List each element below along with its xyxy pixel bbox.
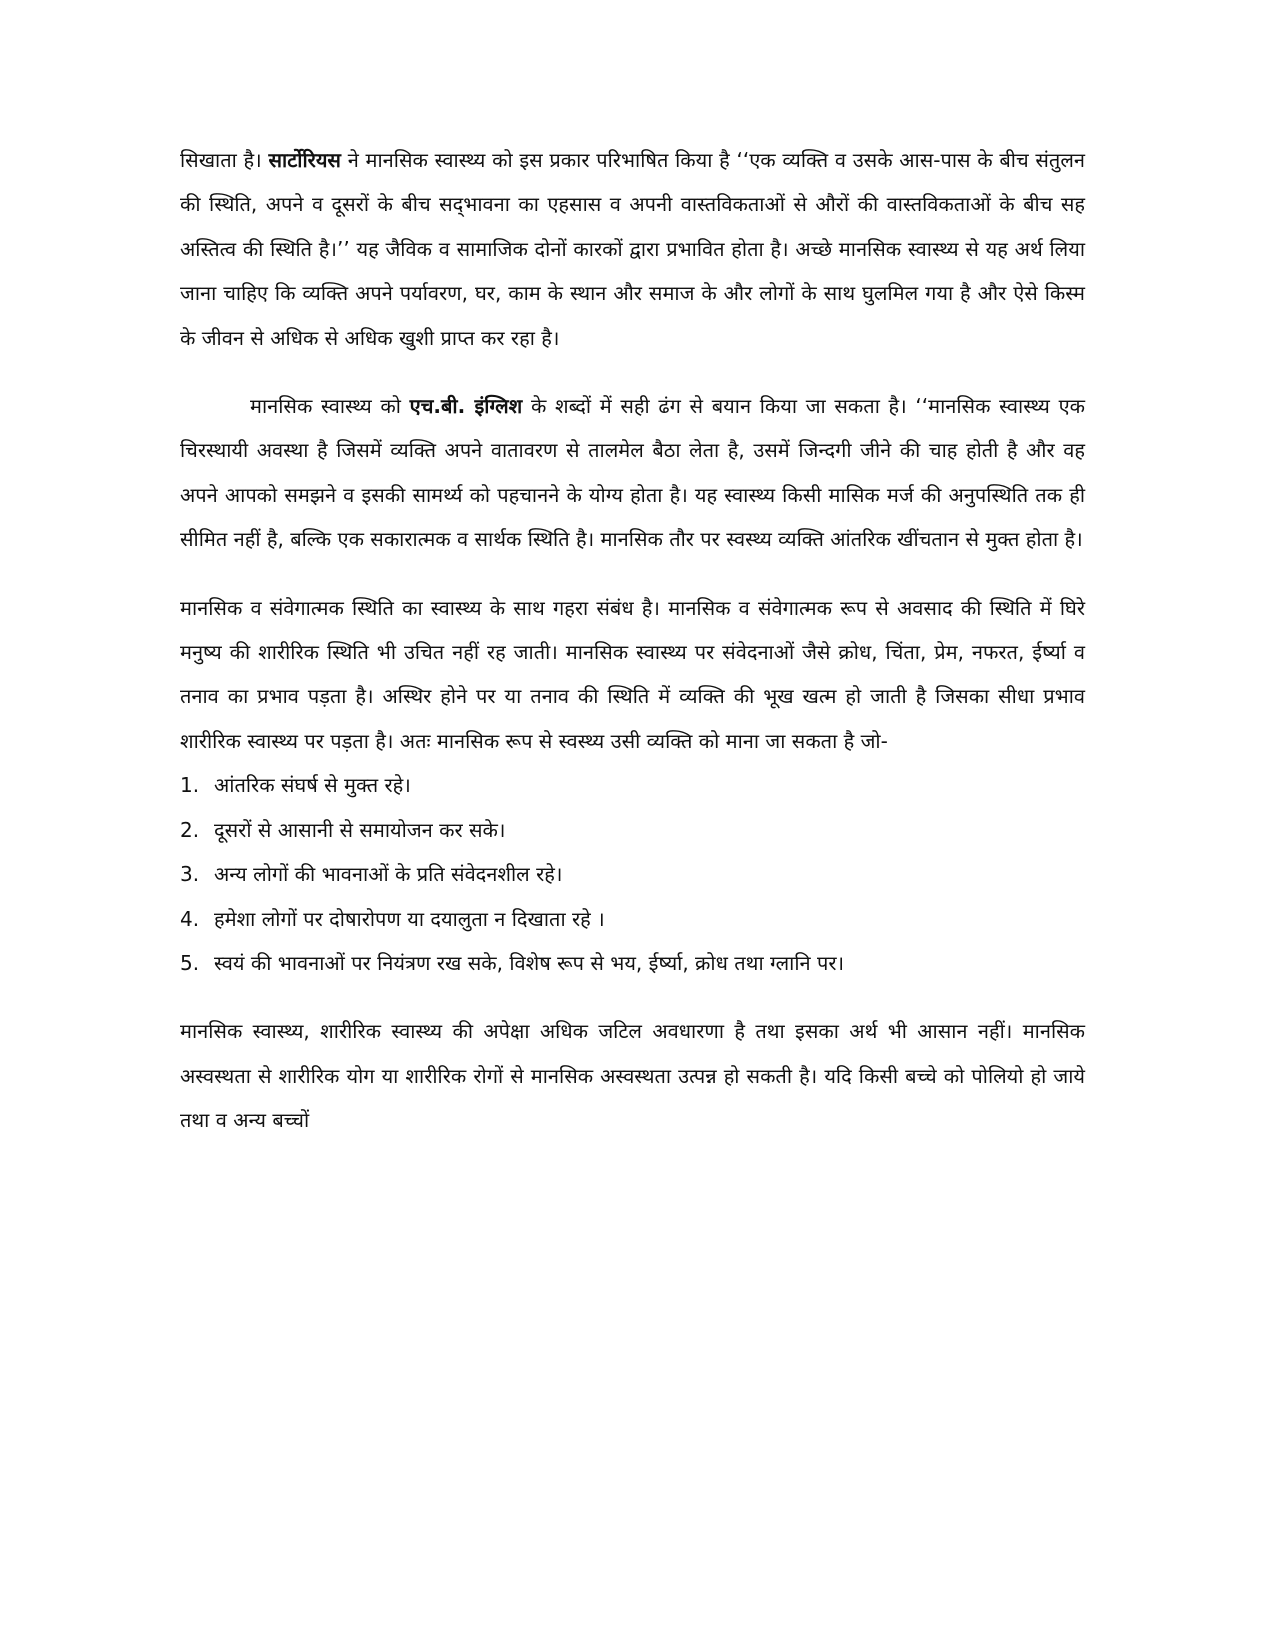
list-item [180, 852, 1085, 896]
paragraph-text: के शब्दों में सही ढंग से बयान किया जा सकता है। ‘‘मानसिक स्वास्थ्य एक चिरस्थायी अवस्था है जिसमें व्यक्ति अपने वातावरण से तालमेल बैठा लेता है, उसमें जिन्दगी जीने की चाह होती है और वह अपने आपको समझने व इसकी सामर्थ्य को पहचानने के योग्य होता है। यह स्वास्थ्य किसी मासिक मर्ज की अनुपस्थिति तक ही सीमित नहीं है, बल्कि एक सकारात्मक व सार्थक स्थिति है। मानसिक तौर पर स्वस्थ्य व्यक्ति आंतरिक खींचतान से मुक्त होता है। [180, 394, 1085, 552]
paragraph-text: ने मानसिक स्वास्थ्य को इस प्रकार परिभाषित किया है ‘‘एक व्यक्ति व उसके आस-पास के बीच संतुलन की स्थिति, अपने व दूसरों के बीच सद्‌भावना का एहसास व अपनी वास्तविकताओं से औरों की वास्तविकताओं के बीच सह अस्तित्व की स्थिति है।’’ यह जैविक व सामाजिक दोनों कारकों द्वारा प्रभावित होता है। अच्छे मानसिक स्वास्थ्य से यह अर्थ लिया जाना चाहिए कि व्यक्ति अपने पर्यावरण, घर, काम के स्थान और समाज के और लोगों के साथ घुलमिल गया है और ऐसे किस्म के जीवन से अधिक से अधिक खुशी प्राप्त कर रहा है। [180, 148, 1085, 350]
list-item-text: स्वयं की भावनाओं पर नियंत्रण रख सके, विशेष रूप से भय, ईर्ष्या, क्रोध तथा ग्लानि पर। [214, 950, 845, 975]
paragraph-text: मानसिक स्वास्थ्य को [250, 394, 410, 419]
paragraph-mental-vs-physical: मानसिक स्वास्थ्य, शारीरिक स्वास्थ्य की अपेक्षा अधिक जटिल अवधारणा है तथा इसका अर्थ भी आसान नहीं। मानसिक अस्वस्थता से शारीरिक योग या शारीरिक रोगों से मानसिक अस्वस्थता उत्पन्न हो सकती है। यदि किसी बच्चे को पोलियो हो जाये तथा व अन्य बच्चों [180, 1019, 1085, 1133]
list-number: 4. [180, 906, 200, 931]
author-name-bold: सार्टोरियस [268, 148, 341, 172]
list-item [180, 763, 1085, 807]
paragraph-text: सिखाता है। [180, 148, 269, 172]
list-item-text: अन्य लोगों की भावनाओं के प्रति संवेदनशील रहे। [214, 862, 563, 887]
criteria-list [180, 763, 1085, 985]
list-number: 1. [180, 773, 200, 798]
paragraph-english-definition [180, 384, 1085, 562]
author-name-bold: एच.बी. इंग्लिश [409, 394, 523, 419]
paragraph-emotional-health: मानसिक व संवेगात्मक स्थिति का स्वास्थ्य के साथ गहरा संबंध है। मानसिक व संवेगात्मक रूप से अवसाद की स्थिति में घिरे मनुष्य की शारीरिक स्थिति भी उचित नहीं रह जाती। मानसिक स्वास्थ्य पर संवेदनाओं जैसे क्रोध, चिंता, प्रेम, नफरत, ईर्ष्या व तनाव का प्रभाव पड़ता है। अस्थिर होने पर या तनाव की स्थिति में व्यक्ति की भूख खत्म हो जाती है जिसका सीधा प्रभाव शारीरिक स्वास्थ्य पर पड़ता है। अतः मानसिक रूप से स्वस्थ्य उसी व्यक्ति को माना जा सकता है जो- [180, 595, 1085, 753]
list-item-text: दूसरों से आसानी से समायोजन कर सके। [214, 817, 506, 842]
list-item-text: हमेशा लोगों पर दोषारोपण या दयालुता न दिखाता रहे । [214, 906, 605, 931]
list-item [180, 808, 1085, 852]
list-number: 2. [180, 817, 200, 842]
list-item-text: आंतरिक संघर्ष से मुक्त रहे। [214, 773, 411, 798]
list-item [180, 897, 1085, 941]
list-number: 3. [180, 862, 200, 887]
list-number: 5. [180, 950, 200, 975]
paragraph-sartorius-definition [180, 138, 1085, 360]
list-item [180, 941, 1085, 985]
